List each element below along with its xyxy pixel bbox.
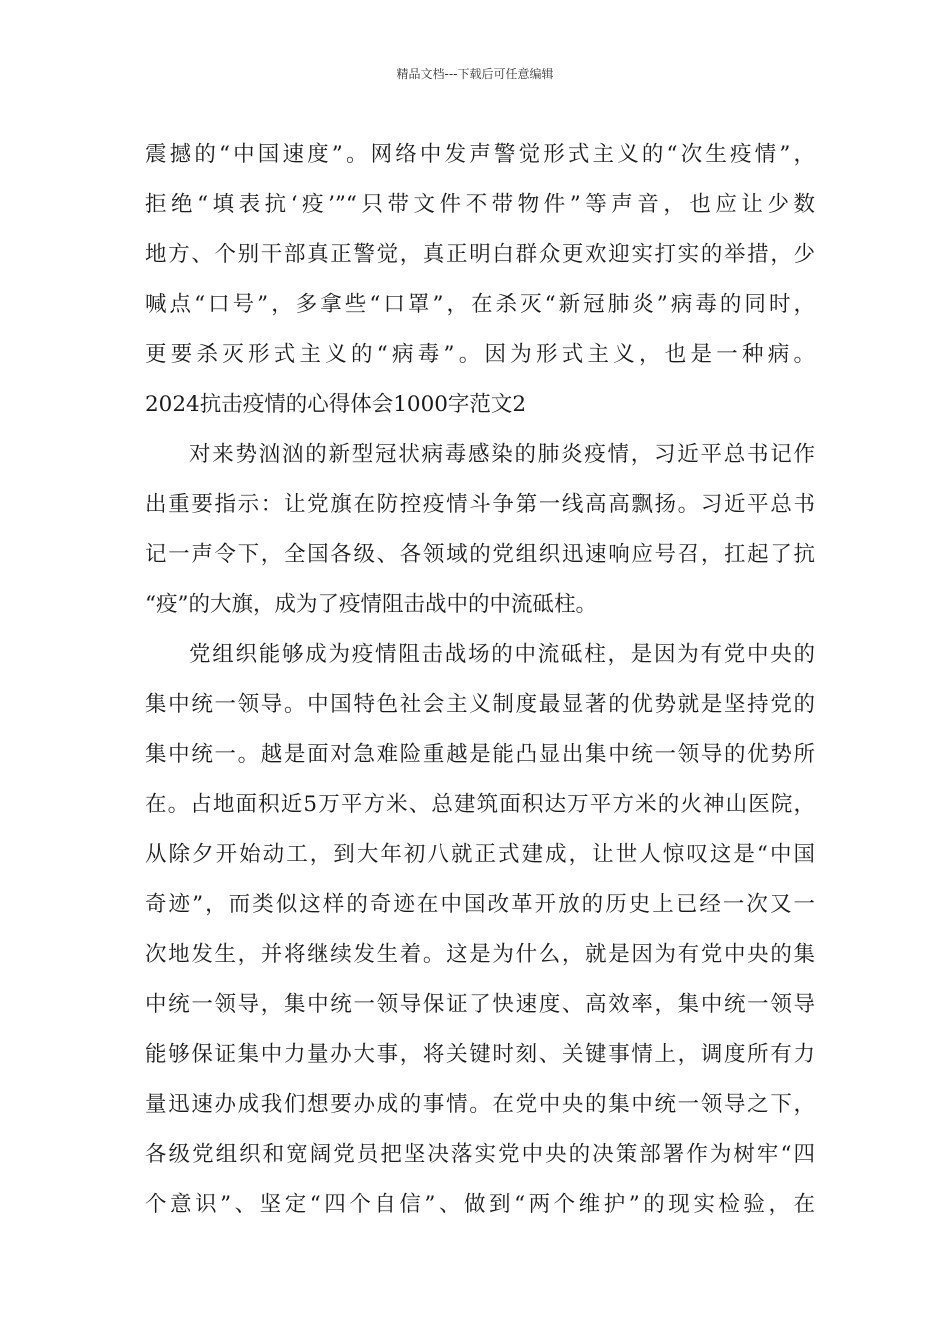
text-line: 地方、个别干部真正警觉，真正明白群众更欢迎实打实的举措，少 (145, 242, 815, 267)
text-line: 次地发生，并将继续发生着。这是为什么，就是因为有党中央的集 (145, 942, 815, 967)
text-line: 能够保证集中力量办大事，将关键时刻、关键事情上，调度所有力 (145, 1042, 815, 1067)
text-line: “疫”的大旗，成为了疫情阻击战中的中流砥柱。 (145, 592, 597, 617)
paragraph-first-line: 对来势汹汹的新型冠状病毒感染的肺炎疫情，习近平总书记作 (189, 442, 815, 467)
section-heading: 2024抗击疫情的心得体会1000字范文2 (145, 392, 527, 417)
text-line: 个意识”、坚定“四个自信”、做到“两个维护”的现实检验，在 (145, 1192, 815, 1217)
document-body (145, 130, 815, 1230)
text-line: 出重要指示：让党旗在防控疫情斗争第一线高高飘扬。习近平总书 (145, 492, 815, 517)
page-header: 精品文档---下载后可任意编辑 (396, 67, 554, 81)
text-line: 中统一领导，集中统一领导保证了快速度、高效率，集中统一领导 (145, 992, 815, 1017)
text-line: 记一声令下，全国各级、各领域的党组织迅速响应号召，扛起了抗 (145, 542, 815, 567)
text-line: 量迅速办成我们想要办成的事情。在党中央的集中统一领导之下， (145, 1092, 815, 1117)
text-line: 各级党组织和宽阔党员把坚决落实党中央的决策部署作为树牢“四 (145, 1142, 815, 1167)
text-line: 拒绝“填表抗‘疫’”“只带文件不带物件”等声音，也应让少数 (145, 192, 815, 217)
text-line: 在。占地面积近5万平方米、总建筑面积达万平方米的火神山医院， (145, 792, 815, 817)
text-line: 集中统一领导。中国特色社会主义制度最显著的优势就是坚持党的 (145, 692, 815, 717)
text-line: 集中统一。越是面对急难险重越是能凸显出集中统一领导的优势所 (145, 742, 815, 767)
text-line: 奇迹”，而类似这样的奇迹在中国改革开放的历史上已经一次又一 (145, 892, 815, 917)
text-line: 更要杀灭形式主义的“病毒”。因为形式主义，也是一种病。 (145, 342, 815, 367)
text-line: 震撼的“中国速度”。网络中发声警觉形式主义的“次生疫情”， (145, 142, 815, 167)
paragraph-first-line: 党组织能够成为疫情阻击战场的中流砥柱，是因为有党中央的 (189, 642, 815, 667)
text-line: 从除夕开始动工，到大年初八就正式建成，让世人惊叹这是“中国 (145, 842, 815, 867)
text-line: 喊点“口号”，多拿些“口罩”，在杀灭“新冠肺炎”病毒的同时， (145, 292, 815, 317)
